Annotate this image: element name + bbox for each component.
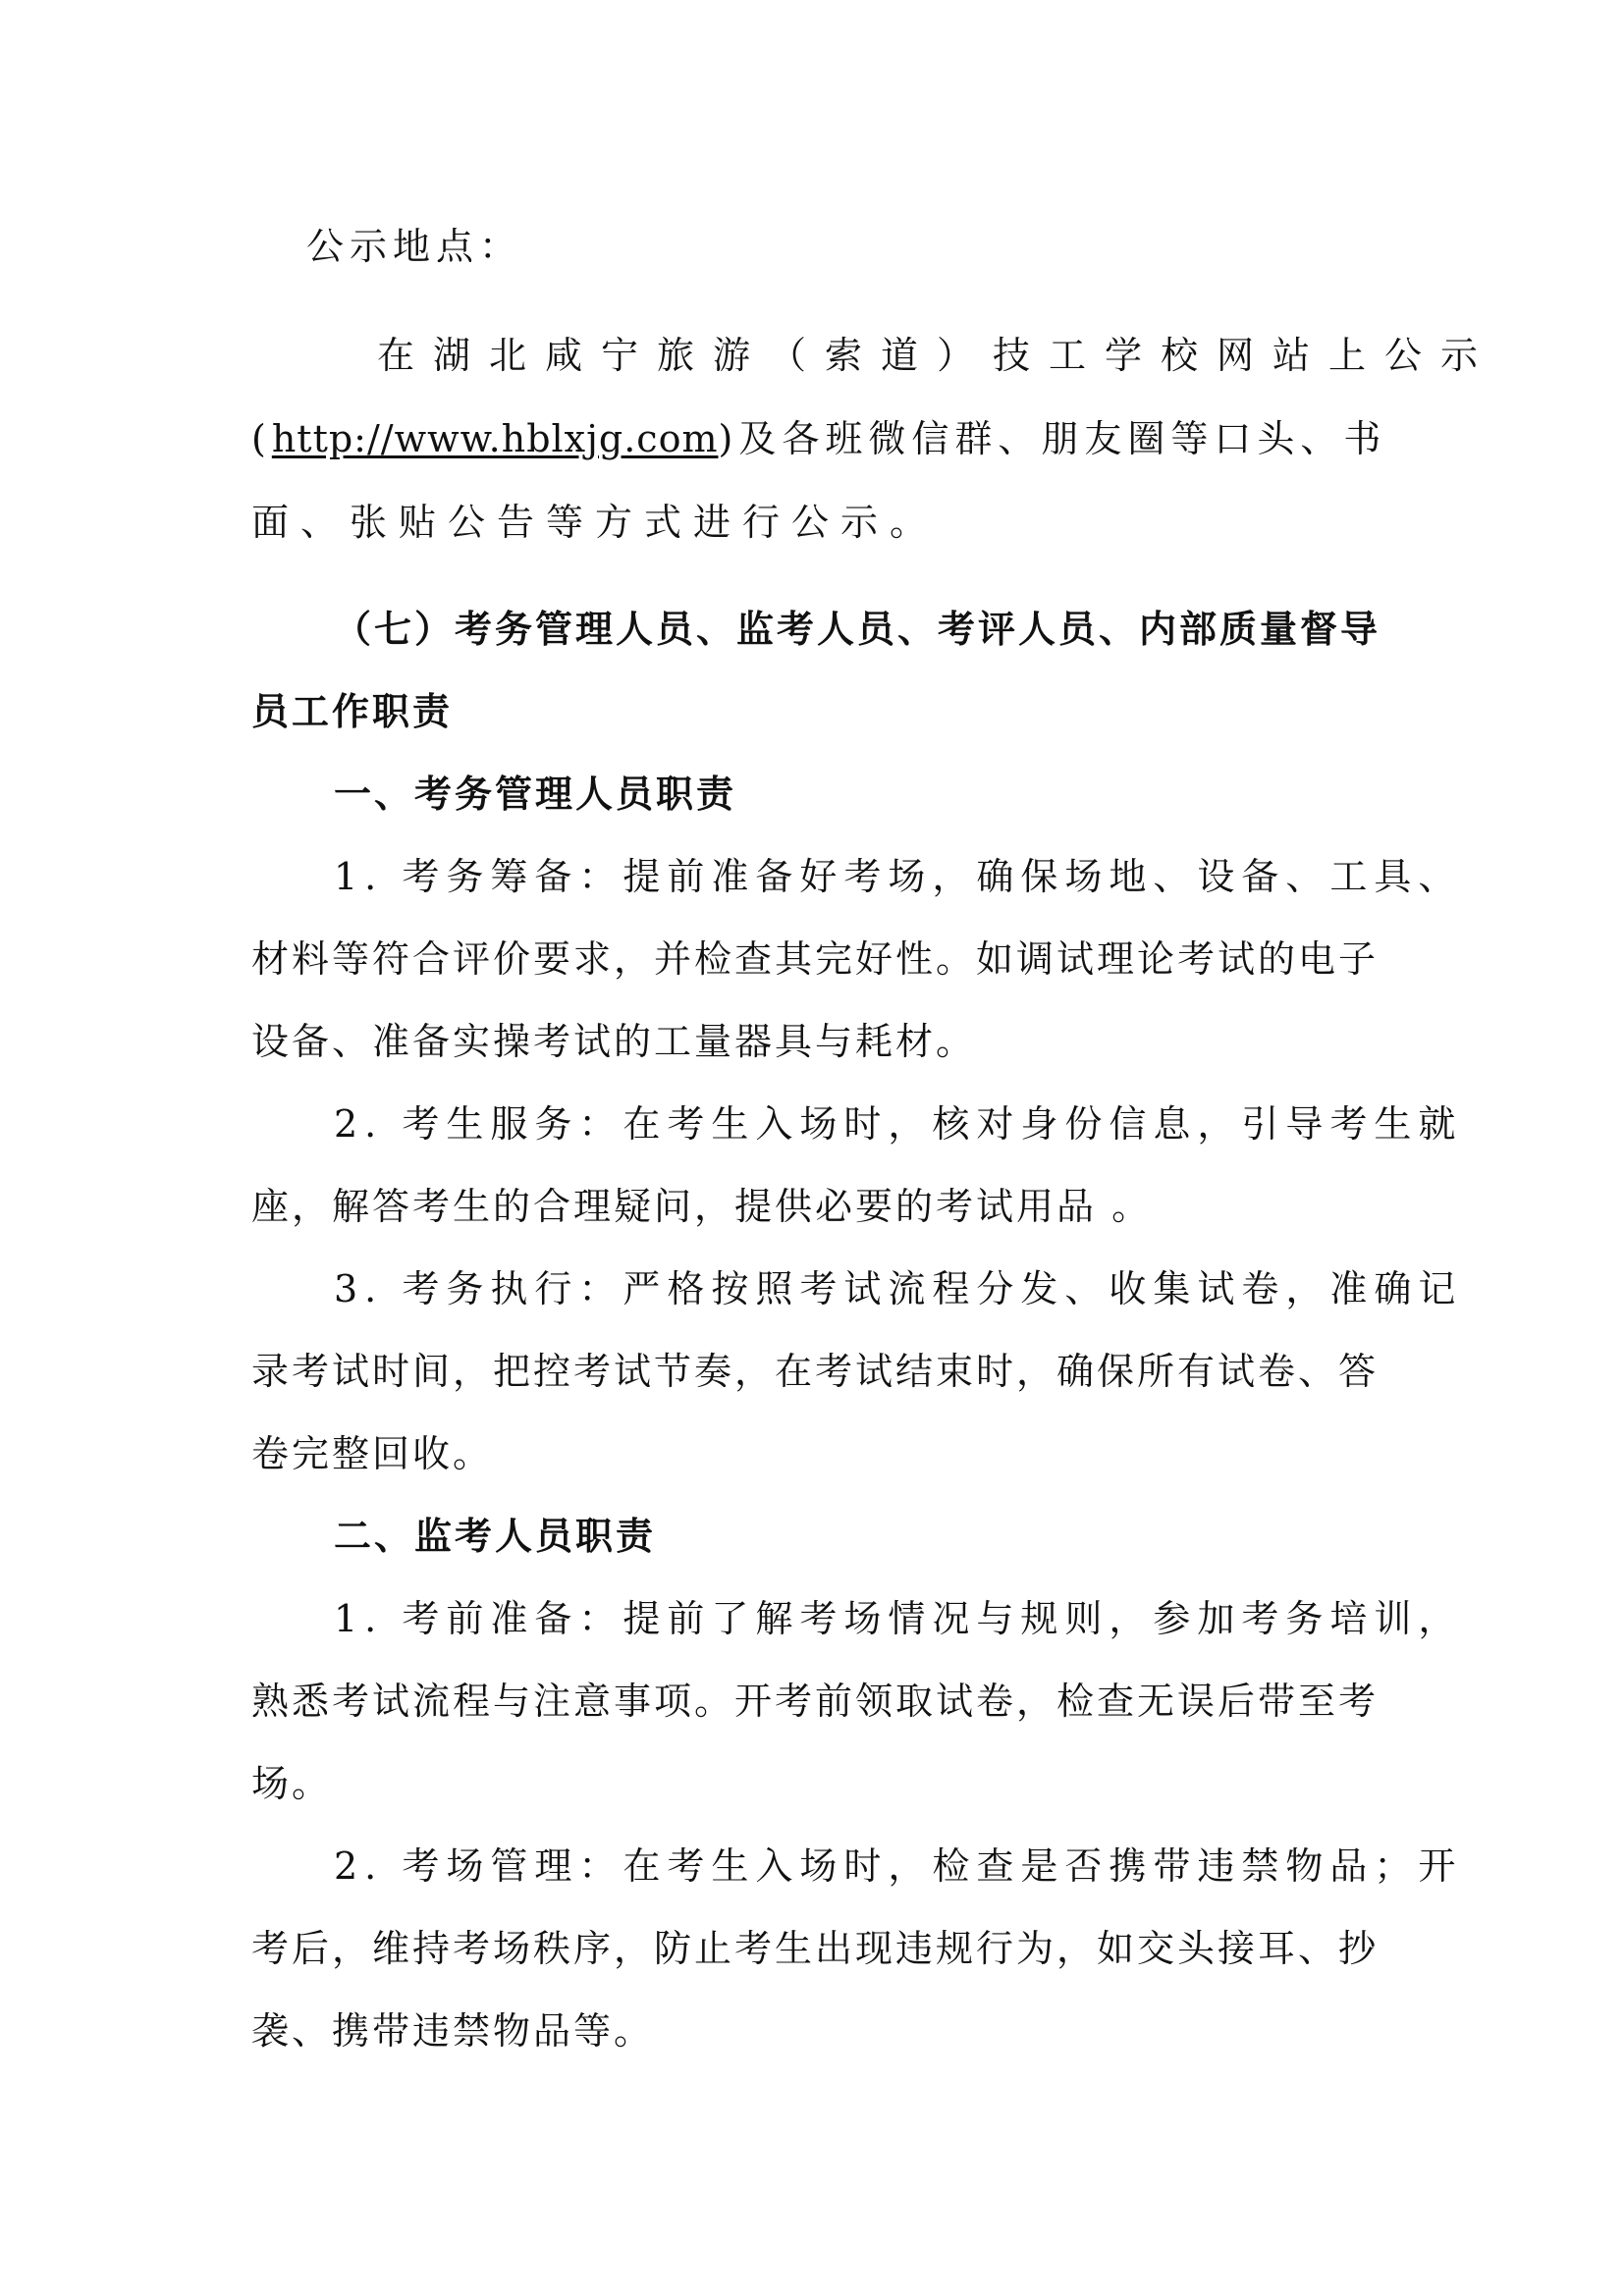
paragraph-line: 设备、准备实操考试的工量器具与耗材。 bbox=[251, 1020, 977, 1063]
paragraph-line: 1. 考前准备：提前了解考场情况与规则，参加考务培训， bbox=[334, 1597, 1463, 1640]
paragraph-line: 在湖北咸宁旅游（索道）技工学校网站上公示 bbox=[377, 334, 1497, 377]
website-link[interactable]: http://www.hblxjg.com bbox=[271, 417, 719, 460]
paragraph-text: )及各班微信群、朋友圈等口头、书 bbox=[718, 417, 1387, 460]
paragraph-line: 袭、携带违禁物品等。 bbox=[251, 2009, 655, 2053]
paragraph-line: 材料等符合评价要求，并检查其完好性。如调试理论考试的电子 bbox=[251, 937, 1380, 981]
paragraph-line: 考后，维持考场秩序，防止考生出现违规行为，如交头接耳、抄 bbox=[251, 1927, 1380, 1970]
subsection-heading: 一、考务管理人员职责 bbox=[334, 773, 737, 816]
paragraph-line bbox=[251, 417, 1387, 460]
publication-location-label: 公示地点： bbox=[306, 225, 523, 268]
paragraph-line: 2. 考生服务：在考生入场时，核对身份信息，引导考生就 bbox=[334, 1102, 1463, 1146]
paragraph-line: 熟悉考试流程与注意事项。开考前领取试卷，检查无误后带至考 bbox=[251, 1680, 1380, 1723]
paragraph-line: 面、张贴公告等方式进行公示。 bbox=[251, 501, 940, 544]
subsection-heading: 二、监考人员职责 bbox=[334, 1515, 657, 1558]
paren-open: ( bbox=[251, 417, 272, 460]
paragraph-line: 录考试时间，把控考试节奏，在考试结束时，确保所有试卷、答 bbox=[251, 1350, 1380, 1393]
paragraph-line: 卷完整回收。 bbox=[251, 1432, 494, 1475]
paragraph-line: 场。 bbox=[251, 1762, 333, 1805]
section-heading: 员工作职责 bbox=[251, 690, 454, 733]
paragraph-line: 2. 考场管理：在考生入场时，检查是否携带违禁物品；开 bbox=[334, 1844, 1463, 1888]
paragraph-line: 座，解答考生的合理疑问，提供必要的考试用品 。 bbox=[251, 1185, 1153, 1228]
paragraph-line: 3. 考务执行：严格按照考试流程分发、收集试卷，准确记 bbox=[334, 1267, 1463, 1310]
paragraph-line: 1. 考务筹备：提前准备好考场，确保场地、设备、工具、 bbox=[334, 855, 1463, 898]
section-heading: （七）考务管理人员、监考人员、考评人员、内部质量督导 bbox=[334, 608, 1381, 651]
